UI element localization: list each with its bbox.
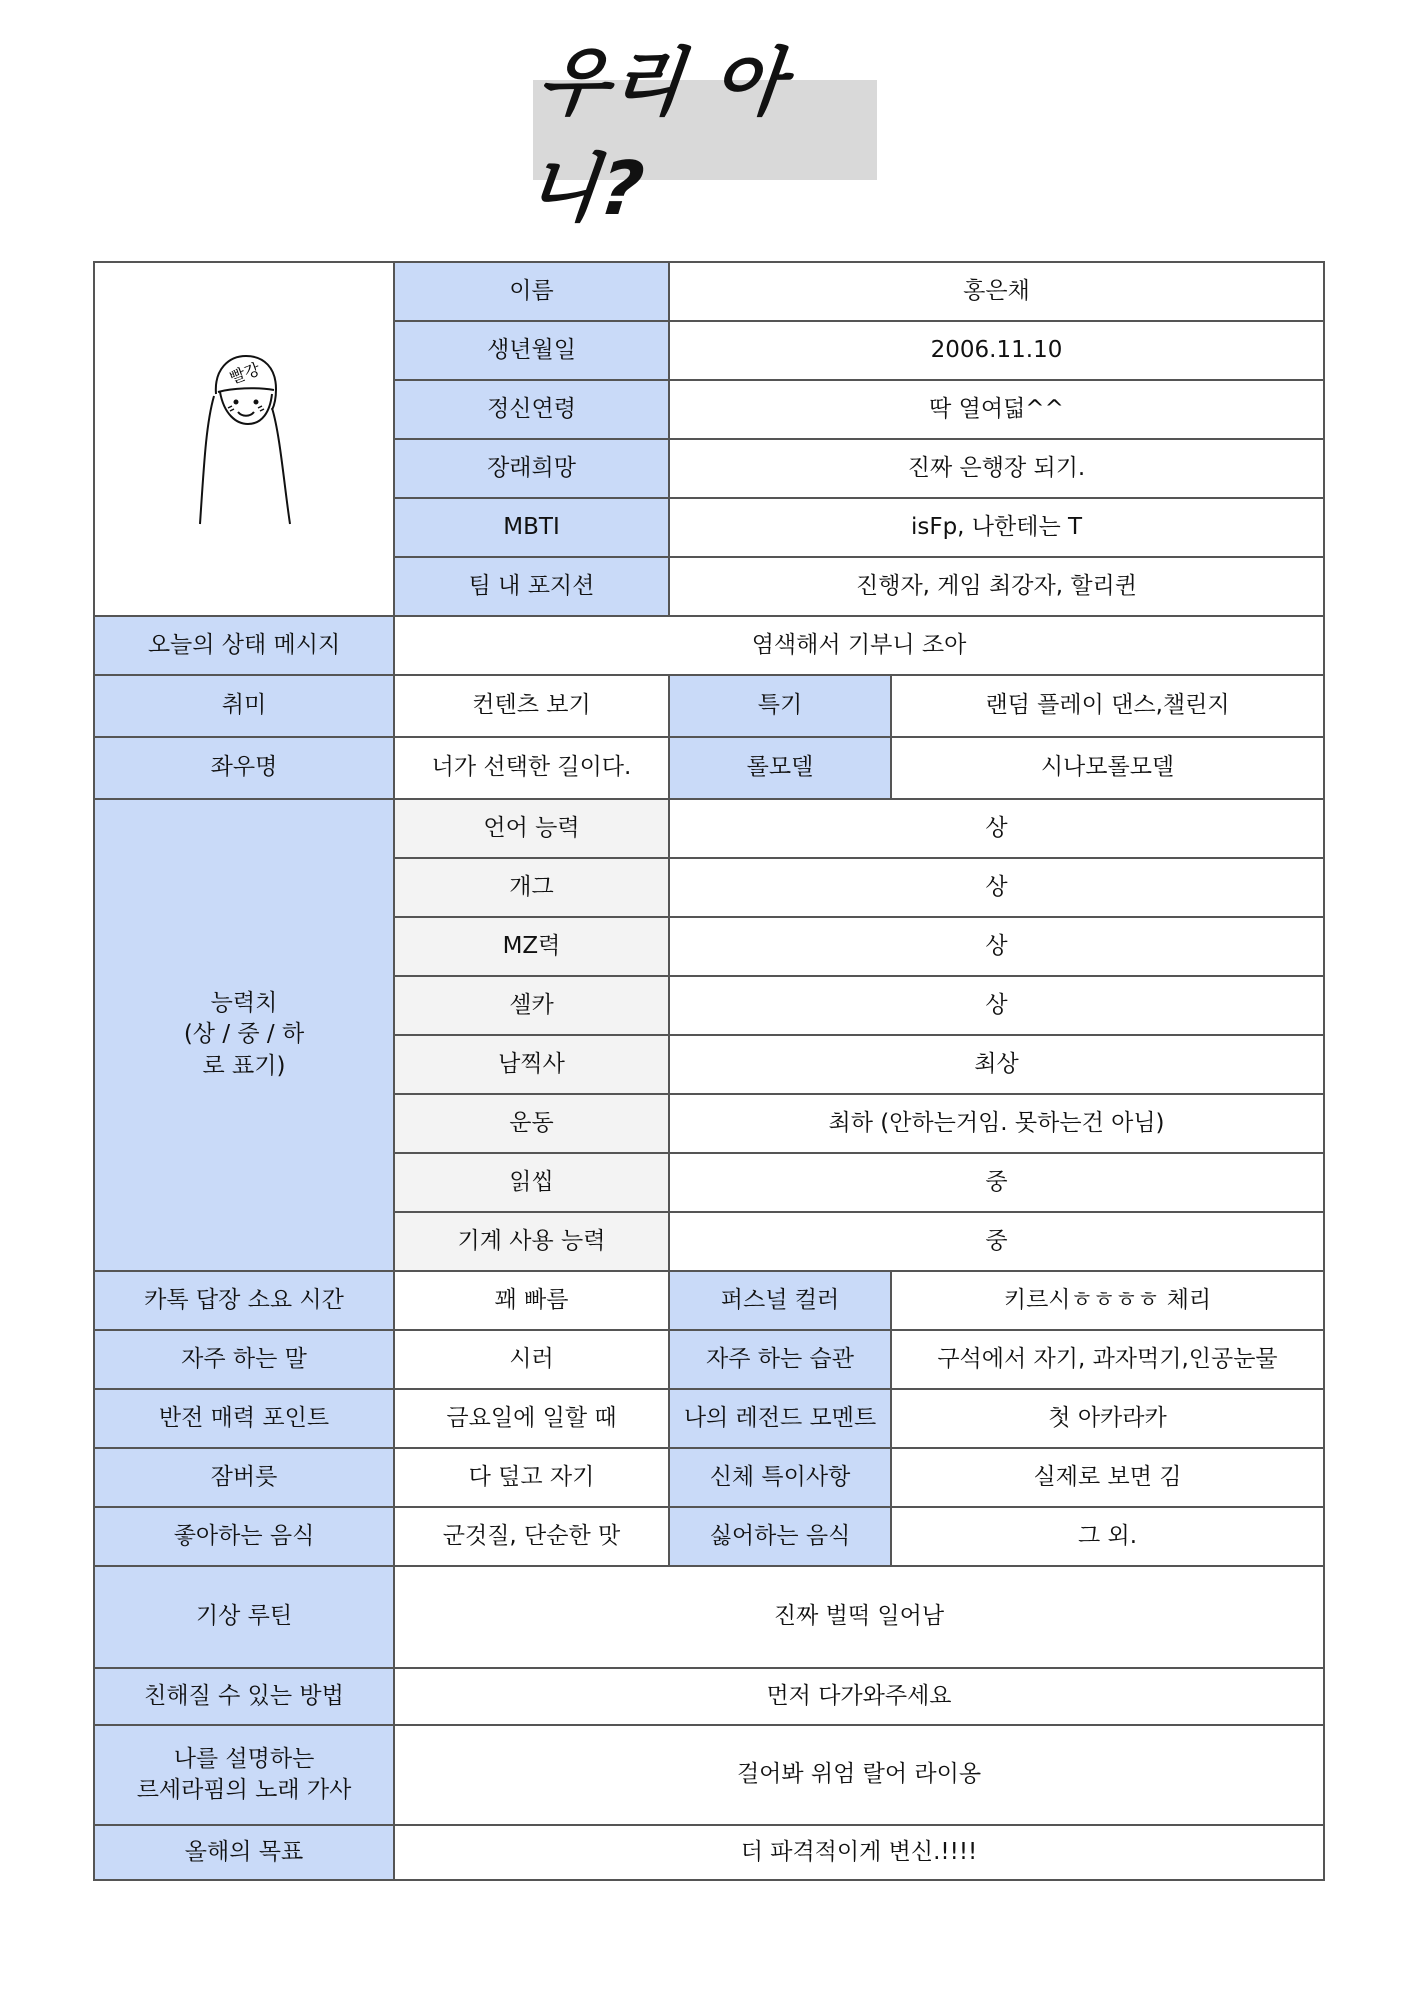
label-frequent-habits: 자주 하는 습관: [669, 1330, 891, 1389]
label-name: 이름: [394, 262, 669, 321]
label-song-lyrics: [94, 1725, 394, 1825]
value-charm-point: 금요일에 일할 때: [394, 1389, 669, 1448]
title-banner: [522, 40, 877, 232]
label-hobby: 취미: [94, 675, 394, 737]
ability-value: 최하 (안하는거임. 못하는건 아님): [669, 1094, 1324, 1153]
label-frequent-words: 자주 하는 말: [94, 1330, 394, 1389]
self-portrait-drawing: [184, 344, 304, 534]
value-disliked-food: 그 외.: [891, 1507, 1324, 1566]
label-body-feature: 신체 특이사항: [669, 1448, 891, 1507]
ability-value: 상: [669, 917, 1324, 976]
label-reply-time: 카톡 답장 소요 시간: [94, 1271, 394, 1330]
value-birthdate: 2006.11.10: [669, 321, 1324, 380]
value-team-position: 진행자, 게임 최강자, 할리퀸: [669, 557, 1324, 616]
ability-value: 상: [669, 858, 1324, 917]
value-talent: 랜덤 플레이 댄스,챌린지: [891, 675, 1324, 737]
value-hobby: 컨텐츠 보기: [394, 675, 669, 737]
value-name: 홍은채: [669, 262, 1324, 321]
abilities-label-line2: (상 / 중 / 하: [183, 1021, 305, 1048]
value-role-model: 시나모롤모델: [891, 737, 1324, 799]
ability-value: 중: [669, 1153, 1324, 1212]
label-sleep-habit: 잠버릇: [94, 1448, 394, 1507]
label-team-position: 팀 내 포지션: [394, 557, 669, 616]
label-abilities: [94, 799, 394, 1271]
value-reply-time: 꽤 빠름: [394, 1271, 669, 1330]
abilities-label-line3: 로 표기): [202, 1052, 286, 1079]
label-morning-routine: 기상 루틴: [94, 1566, 394, 1668]
abilities-label-line1: 능력치: [210, 990, 278, 1017]
page-title: 우리 아니?: [522, 40, 791, 232]
label-motto: 좌우명: [94, 737, 394, 799]
label-disliked-food: 싫어하는 음식: [669, 1507, 891, 1566]
ability-value: 중: [669, 1212, 1324, 1271]
label-favorite-food: 좋아하는 음식: [94, 1507, 394, 1566]
lyrics-label-line1: 나를 설명하는: [173, 1745, 315, 1772]
ability-name: 운동: [394, 1094, 669, 1153]
ability-value: 최상: [669, 1035, 1324, 1094]
value-morning-routine: 진짜 벌떡 일어남: [394, 1566, 1324, 1668]
profile-drawing: [94, 262, 394, 616]
value-body-feature: 실제로 보면 김: [891, 1448, 1324, 1507]
ability-name: MZ력: [394, 917, 669, 976]
value-favorite-food: 군것질, 단순한 맛: [394, 1507, 669, 1566]
label-make-friends: 친해질 수 있는 방법: [94, 1668, 394, 1725]
lyrics-label-line2: 르세라핌의 노래 가사: [136, 1777, 352, 1803]
label-role-model: 롤모델: [669, 737, 891, 799]
ability-name: 남찍사: [394, 1035, 669, 1094]
label-year-goal: 올해의 목표: [94, 1825, 394, 1880]
value-legend-moment: 첫 아카라카: [891, 1389, 1324, 1448]
value-motto: 너가 선택한 길이다.: [394, 737, 669, 799]
ability-value: 상: [669, 799, 1324, 858]
label-status-message: 오늘의 상태 메시지: [94, 616, 394, 675]
ability-name: 개그: [394, 858, 669, 917]
label-birthdate: 생년월일: [394, 321, 669, 380]
ability-name: 언어 능력: [394, 799, 669, 858]
label-charm-point: 반전 매력 포인트: [94, 1389, 394, 1448]
value-sleep-habit: 다 덮고 자기: [394, 1448, 669, 1507]
value-frequent-words: 시러: [394, 1330, 669, 1389]
value-mbti: isFp, 나한테는 T: [669, 498, 1324, 557]
value-make-friends: 먼저 다가와주세요: [394, 1668, 1324, 1725]
label-personal-color: 퍼스널 컬러: [669, 1271, 891, 1330]
value-song-lyrics: 걸어봐 위엄 랄어 라이옹: [394, 1725, 1324, 1825]
ability-value: 상: [669, 976, 1324, 1035]
ability-name: 읽씹: [394, 1153, 669, 1212]
value-mental-age: 딱 열여덟^^: [669, 380, 1324, 439]
value-dream: 진짜 은행장 되기.: [669, 439, 1324, 498]
value-frequent-habits: 구석에서 자기, 과자먹기,인공눈물: [891, 1330, 1324, 1389]
ability-name: 셀카: [394, 976, 669, 1035]
label-dream: 장래희망: [394, 439, 669, 498]
value-year-goal: 더 파격적이게 변신.!!!!: [394, 1825, 1324, 1880]
label-legend-moment: 나의 레전드 모멘트: [669, 1389, 891, 1448]
ability-name: 기계 사용 능력: [394, 1212, 669, 1271]
value-personal-color: 키르시ㅎㅎㅎㅎ 체리: [891, 1271, 1324, 1330]
profile-table: [93, 261, 1325, 1881]
label-mbti: MBTI: [394, 498, 669, 557]
label-mental-age: 정신연령: [394, 380, 669, 439]
drawing-caption: 빨강: [226, 359, 263, 388]
value-status-message: 염색해서 기부니 조아: [394, 616, 1324, 675]
label-talent: 특기: [669, 675, 891, 737]
